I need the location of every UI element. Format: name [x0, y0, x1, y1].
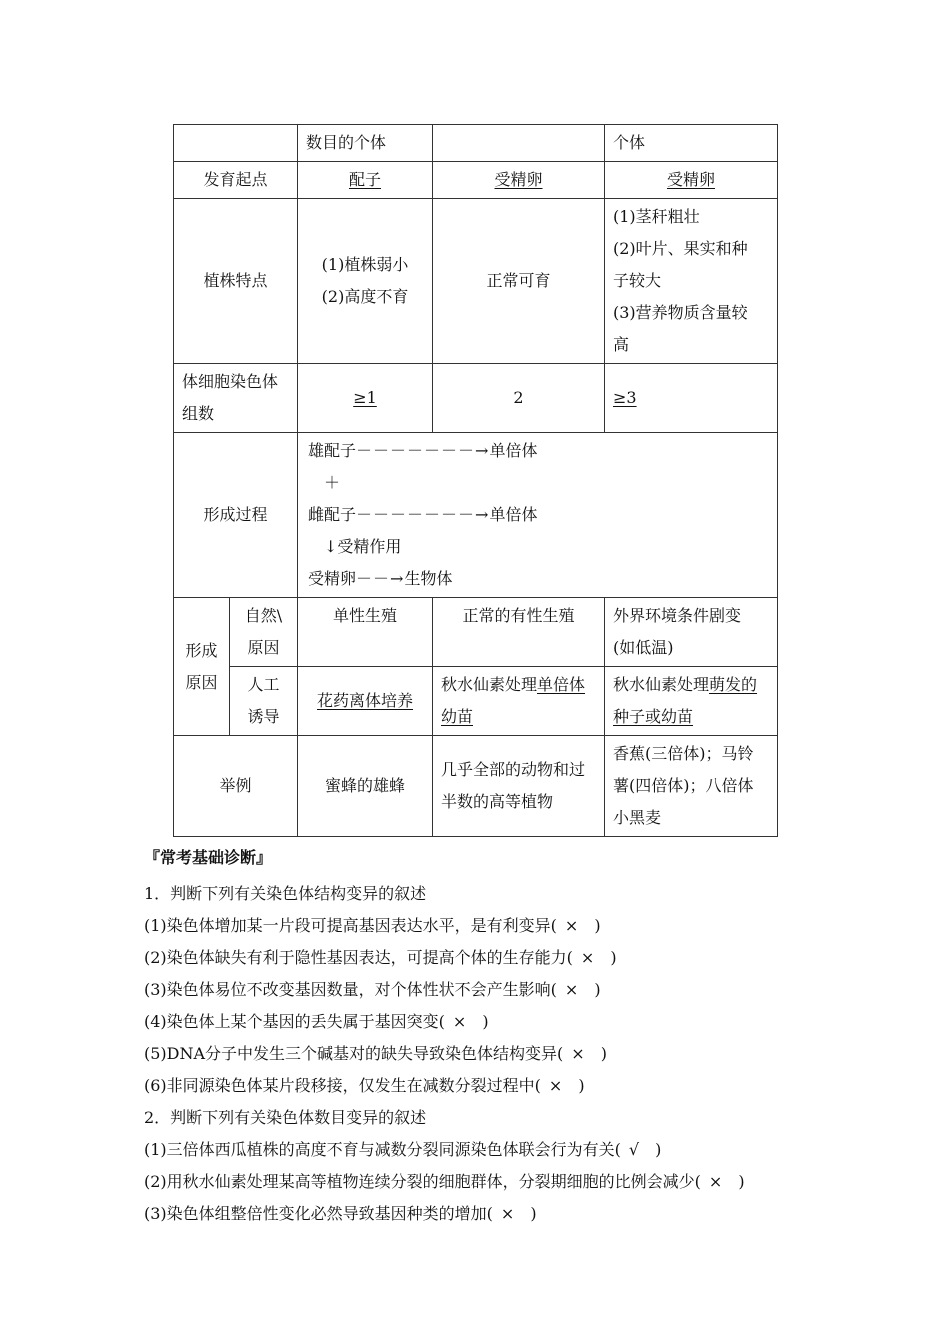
table-cell: 配子: [348, 170, 381, 189]
list-item: [144, 1006, 824, 1038]
cell-line: 薯(四倍体)；八倍体: [613, 776, 754, 795]
table-row: [174, 125, 778, 162]
cell-line: 组数: [182, 404, 215, 423]
process-line: [308, 467, 769, 499]
table-cell: [605, 199, 778, 364]
table-cell: [433, 125, 605, 162]
question-text: (6)非同源染色体某片段移接，仅发生在减数分裂过程中(: [144, 1076, 541, 1095]
cell-line: 体细胞染色体: [182, 372, 279, 391]
cell-line: (如低温): [613, 638, 674, 657]
answer-mark: × ): [500, 1204, 537, 1223]
table-cell: ≥1: [353, 388, 377, 407]
list-item: [144, 910, 824, 942]
cell-line: 外界环境条件剧变: [613, 606, 742, 625]
table-cell: [174, 125, 298, 162]
process-line: ↓受精作用: [324, 537, 402, 556]
table-cell: 受精卵: [666, 170, 715, 189]
answer-mark: × ): [564, 916, 601, 935]
cell-line: (3)营养物质含量较: [613, 303, 748, 322]
answer-mark: × ): [452, 1012, 489, 1031]
row-label: [174, 598, 230, 736]
table-cell: 蜜蜂的雄蜂: [298, 736, 433, 837]
row-label: 举例: [174, 736, 298, 837]
table-cell: [298, 199, 433, 364]
cell-text: 幼苗: [441, 707, 474, 726]
cell-line: 小黑麦: [613, 808, 662, 827]
cell-text: 单倍体: [537, 675, 586, 694]
plus-icon: ＋: [324, 473, 341, 492]
cell-line: (2)叶片、果实和种: [613, 239, 748, 258]
cell-line: (1)植株弱小: [321, 255, 409, 274]
process-text: 生物体: [404, 569, 453, 588]
arrow-icon: －－－－－－－→: [356, 441, 490, 460]
list-item: [144, 1198, 824, 1230]
table-row: [174, 598, 778, 667]
question-text: (2)染色体缺失有利于隐性基因表达，可提高个体的生存能力(: [144, 948, 573, 967]
table-cell: 单性生殖: [298, 598, 433, 667]
question-text: (5)DNA分子中发生三个碱基对的缺失导致染色体结构变异(: [144, 1044, 564, 1063]
process-text: 受精卵: [308, 569, 357, 588]
cell-line: (2)高度不育: [321, 287, 409, 306]
answer-mark: × ): [580, 948, 617, 967]
table-cell: 2: [433, 364, 605, 433]
table-cell: [433, 667, 605, 736]
row-label: 发育起点: [174, 162, 298, 199]
question-text: 1．判断下列有关染色体结构变异的叙述: [144, 884, 427, 903]
answer-mark: × ): [548, 1076, 585, 1095]
table-cell: 正常可育: [433, 199, 605, 364]
list-item: [144, 1070, 824, 1102]
cell-line: 原因: [247, 638, 280, 657]
table-cell: 正常的有性生殖: [433, 598, 605, 667]
cell-line: 形成: [185, 640, 218, 660]
list-item: [144, 1038, 824, 1070]
table-cell: [605, 667, 778, 736]
cell-text: 秋水仙素处理: [441, 675, 538, 694]
arrow-icon: －－－－－－－→: [356, 505, 490, 524]
cell-line: 几乎全部的动物和过: [441, 760, 586, 779]
process-text: 雌配子: [308, 505, 357, 524]
cell-line: 香蕉(三倍体)；马铃: [613, 744, 754, 763]
cell-text: 秋水仙素处理: [613, 675, 710, 694]
cell-line: 子较大: [613, 271, 662, 290]
section-title: 『常考基础诊断』: [144, 848, 273, 867]
question-text: 2．判断下列有关染色体数目变异的叙述: [144, 1108, 427, 1127]
process-diagram: [298, 433, 778, 598]
cell-line: [613, 701, 769, 733]
list-item: [144, 878, 824, 910]
list-item: [144, 1166, 824, 1198]
table-row: [174, 162, 778, 199]
comparison-table: [173, 124, 778, 837]
cell-line: 原因: [185, 672, 218, 692]
list-item: [144, 1102, 824, 1134]
row-label: 植株特点: [174, 199, 298, 364]
row-label: [174, 364, 298, 433]
table-cell: 花药离体培养: [316, 691, 413, 710]
table-row: [174, 736, 778, 837]
answer-mark: × ): [571, 1044, 607, 1063]
list-item: [144, 974, 824, 1006]
question-text: (3)染色体易位不改变基因数量，对个体性状不会产生影响(: [144, 980, 557, 999]
process-line: [308, 563, 769, 595]
process-text: 单倍体: [489, 505, 538, 524]
process-line: [308, 499, 769, 531]
arrow-icon: －－→: [356, 569, 405, 588]
question-text: (1)染色体增加某一片段可提高基因表达水平，是有利变异(: [144, 916, 557, 935]
cell-line: [613, 669, 769, 701]
cell-line: 半数的高等植物: [441, 792, 554, 811]
table-row: [174, 199, 778, 364]
answer-mark: × ): [708, 1172, 745, 1191]
table-row: [174, 433, 778, 598]
cell-line: 高: [613, 335, 630, 354]
cell-line: 诱导: [247, 707, 280, 726]
process-text: 单倍体: [489, 441, 538, 460]
sub-label: [230, 667, 298, 736]
question-list: [144, 878, 824, 1230]
table-row: [174, 364, 778, 433]
table-cell: 受精卵: [494, 170, 543, 189]
question-text: (4)染色体上某个基因的丢失属于基因突变(: [144, 1012, 445, 1031]
table-cell: ≥3: [613, 388, 637, 407]
table-cell: 数目的个体: [298, 125, 433, 162]
cell-text: 萌发的: [709, 675, 758, 694]
table-cell: 个体: [605, 125, 778, 162]
table-cell: [605, 598, 778, 667]
table-cell: [605, 736, 778, 837]
answer-mark: × ): [564, 980, 601, 999]
cell-line: [441, 701, 596, 733]
cell-text: 种子或幼苗: [613, 707, 694, 726]
question-text: (2)用秋水仙素处理某高等植物连续分裂的细胞群体，分裂期细胞的比例会减少(: [144, 1172, 701, 1191]
answer-mark: √ ): [628, 1140, 662, 1159]
table-row: [174, 667, 778, 736]
table-cell: [433, 736, 605, 837]
cell-line: 自然\: [244, 606, 283, 625]
question-text: (1)三倍体西瓜植株的高度不育与减数分裂同源染色体联会行为有关(: [144, 1140, 621, 1159]
sub-label: [230, 598, 298, 667]
cell-line: [441, 669, 596, 701]
question-text: (3)染色体组整倍性变化必然导致基因种类的增加(: [144, 1204, 493, 1223]
process-line: [308, 435, 769, 467]
process-text: 雄配子: [308, 441, 357, 460]
cell-line: (1)茎秆粗壮: [613, 207, 700, 226]
list-item: [144, 1134, 824, 1166]
cell-line: 人工: [247, 675, 280, 694]
list-item: [144, 942, 824, 974]
row-label: 形成过程: [174, 433, 298, 598]
